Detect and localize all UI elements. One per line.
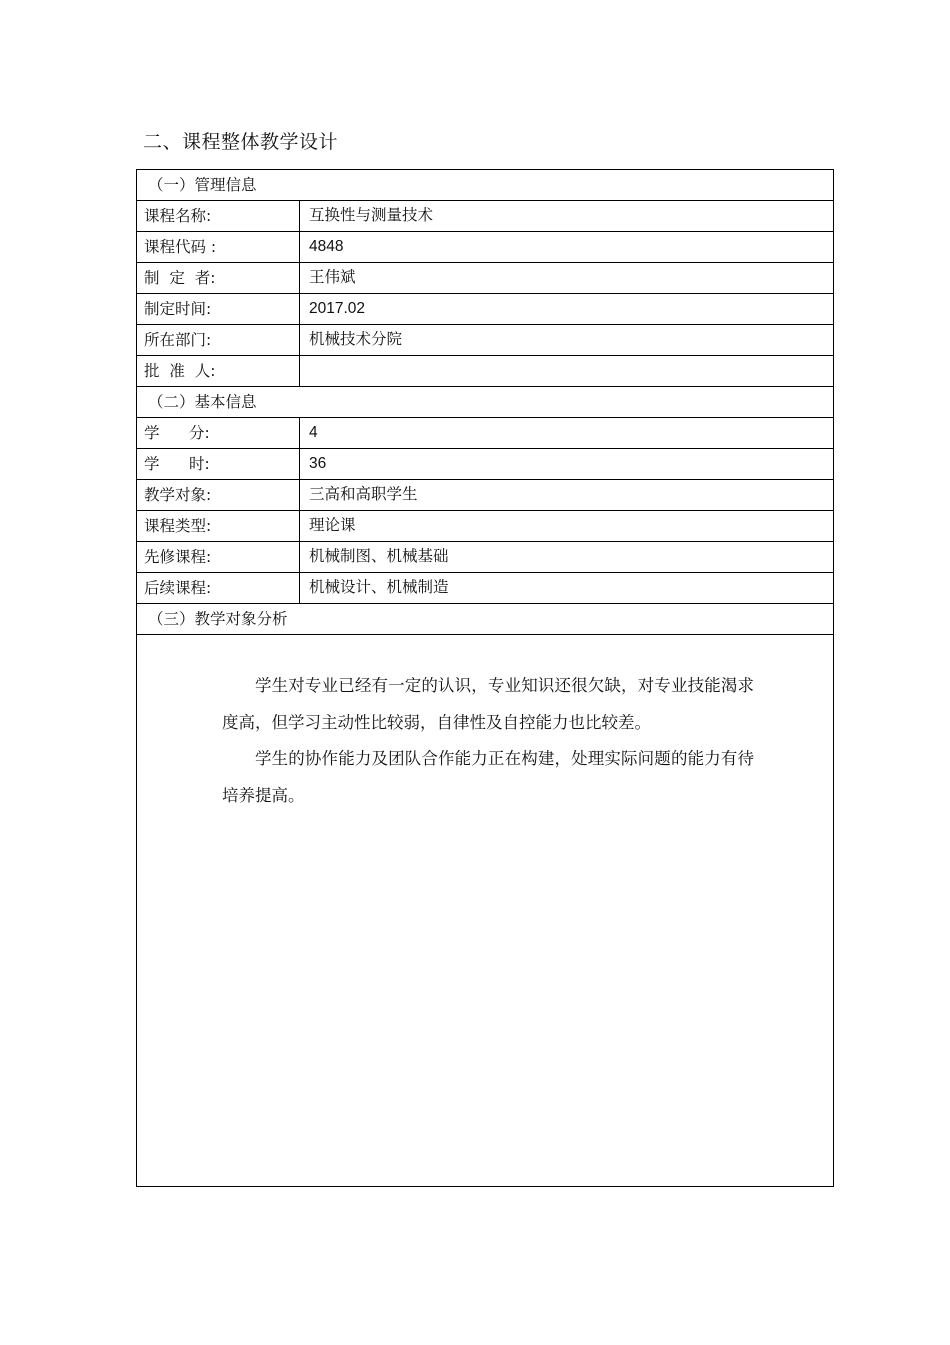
table-row: [137, 232, 834, 263]
row-value: 三高和高职学生: [300, 480, 834, 511]
row-value: 机械技术分院: [300, 325, 834, 356]
row-value: [300, 356, 834, 387]
analysis-cell: [137, 635, 834, 1187]
row-label: 教学对象:: [137, 480, 300, 511]
section-header-row: [137, 604, 834, 635]
row-value: 4: [300, 418, 834, 449]
analysis-paragraph: 学生对专业已经有一定的认识，专业知识还很欠缺，对专业技能渴求度高，但学习主动性比较弱，自律性及自控能力也比较差。: [222, 676, 754, 732]
analysis-body: [137, 635, 754, 814]
table-row: [137, 573, 834, 604]
row-label: 课程名称:: [137, 201, 300, 232]
table-row: [137, 511, 834, 542]
table-row: [137, 480, 834, 511]
row-value: 理论课: [300, 511, 834, 542]
table-row: [137, 449, 834, 480]
row-label: 学 分:: [137, 418, 300, 449]
table-row: [137, 294, 834, 325]
section-title-management: （一）管理信息: [137, 170, 834, 201]
row-label: 后续课程:: [137, 573, 300, 604]
table-row: [137, 325, 834, 356]
table-row: [137, 418, 834, 449]
row-value: 机械设计、机械制造: [300, 573, 834, 604]
analysis-row: [137, 635, 834, 1187]
section-header-row: [137, 170, 834, 201]
table-row: [137, 201, 834, 232]
row-label: 学 时:: [137, 449, 300, 480]
row-value: 4848: [300, 232, 834, 263]
row-value: 机械制图、机械基础: [300, 542, 834, 573]
row-value: 互换性与测量技术: [300, 201, 834, 232]
row-value: 王伟斌: [300, 263, 834, 294]
row-label: 批 准 人:: [137, 356, 300, 387]
row-label: 制 定 者:: [137, 263, 300, 294]
section-header-row: [137, 387, 834, 418]
row-value: 36: [300, 449, 834, 480]
row-value: 2017.02: [300, 294, 834, 325]
row-label: 课程类型:: [137, 511, 300, 542]
course-design-table: [136, 169, 834, 1187]
table-row: [137, 356, 834, 387]
table-row: [137, 263, 834, 294]
row-label: 所在部门:: [137, 325, 300, 356]
section-title-analysis: （三）教学对象分析: [137, 604, 834, 635]
analysis-paragraph: 学生的协作能力及团队合作能力正在构建，处理实际问题的能力有待培养提高。: [222, 749, 754, 805]
row-label: 课程代码 :: [137, 232, 300, 263]
row-label: 制定时间:: [137, 294, 300, 325]
page-title: 二、课程整体教学设计: [143, 131, 339, 153]
section-title-basic: （二）基本信息: [137, 387, 834, 418]
table-row: [137, 542, 834, 573]
row-label: 先修课程:: [137, 542, 300, 573]
